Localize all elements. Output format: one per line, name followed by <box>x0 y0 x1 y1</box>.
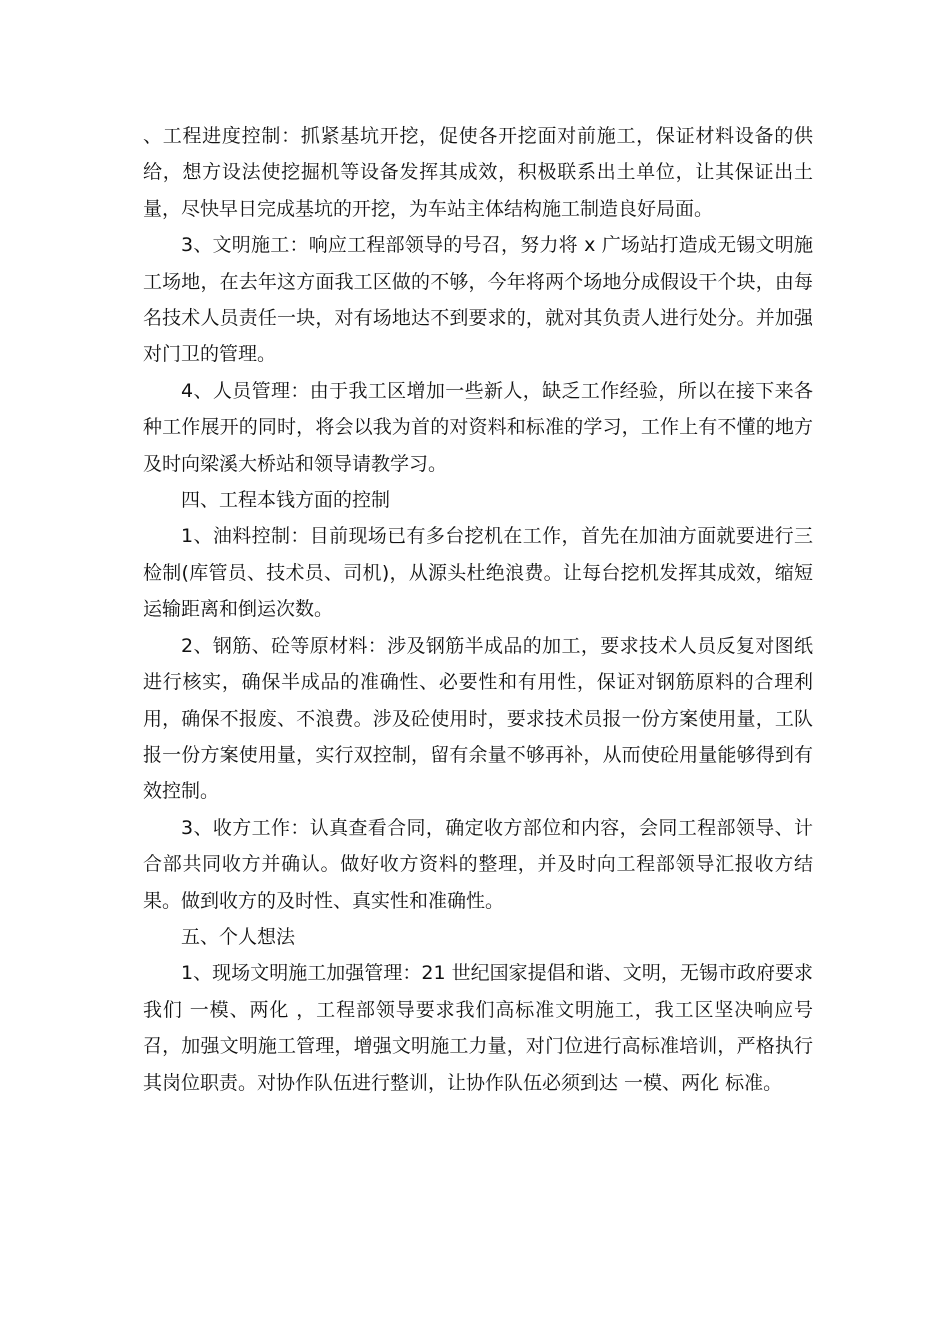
section-heading-cost-control: 四、工程本钱方面的控制 <box>181 489 391 512</box>
document-body <box>143 118 813 1101</box>
paragraph-personnel-management: 4、人员管理：由于我工区增加一些新人，缺乏工作经验，所以在接下来各种工作展开的同时，将会以我为首的对资料和标准的学习，工作上有不懂的地方及时向梁溪大桥站和领导请教学习。 <box>143 379 813 475</box>
paragraph-quantity-survey: 3、收方工作：认真查看合同，确定收方部位和内容，会同工程部领导、计合部共同收方并确认。做好收方资料的整理，并及时向工程部领导汇报收方结果。做到收方的及时性、真实性和准确性。 <box>143 816 813 912</box>
paragraph-fuel-control: 1、油料控制：目前现场已有多台挖机在工作，首先在加油方面就要进行三检制(库管员、技术员、司机)，从源头杜绝浪费。让每台挖机发挥其成效，缩短运输距离和倒运次数。 <box>143 525 813 621</box>
section-heading-personal-thoughts: 五、个人想法 <box>181 925 296 948</box>
paragraph-raw-materials: 2、钢筋、砼等原材料：涉及钢筋半成品的加工，要求技术人员反复对图纸进行核实，确保半成品的准确性、必要性和有用性，保证对钢筋原料的合理利用，确保不报废、不浪费。涉及砼使用时，要求技术员报一份方案使用量，工队报一份方案使用量，实行双控制，留有余量不够再补，从而使砼用量能够得到有效控制。 <box>143 634 813 803</box>
paragraph-site-management: 1、现场文明施工加强管理：21 世纪国家提倡和谐、文明，无锡市政府要求我们 一模、两化 ，工程部领导要求我们高标准文明施工，我工区坚决响应号召，加强文明施工管理，增强文明施工力量，对门位进行高标准培训，严格执行其岗位职责。对协作队伍进行整训，让协作队伍必须到达 一模、两化 标准。 <box>143 962 813 1094</box>
paragraph-civilized-construction: 3、文明施工：响应工程部领导的号召，努力将 x 广场站打造成无锡文明施工场地，在去年这方面我工区做的不够，今年将两个场地分成假设干个块，由每名技术人员责任一块，对有场地达不到要求的，就对其负责人进行处分。并加强对门卫的管理。 <box>143 234 813 366</box>
paragraph-progress-control: 、工程进度控制：抓紧基坑开挖，促使各开挖面对前施工，保证材料设备的供给，想方设法使挖掘机等设备发挥其成效，积极联系出土单位，让其保证出土量，尽快早日完成基坑的开挖，为车站主体结构施工制造良好局面。 <box>143 125 813 220</box>
